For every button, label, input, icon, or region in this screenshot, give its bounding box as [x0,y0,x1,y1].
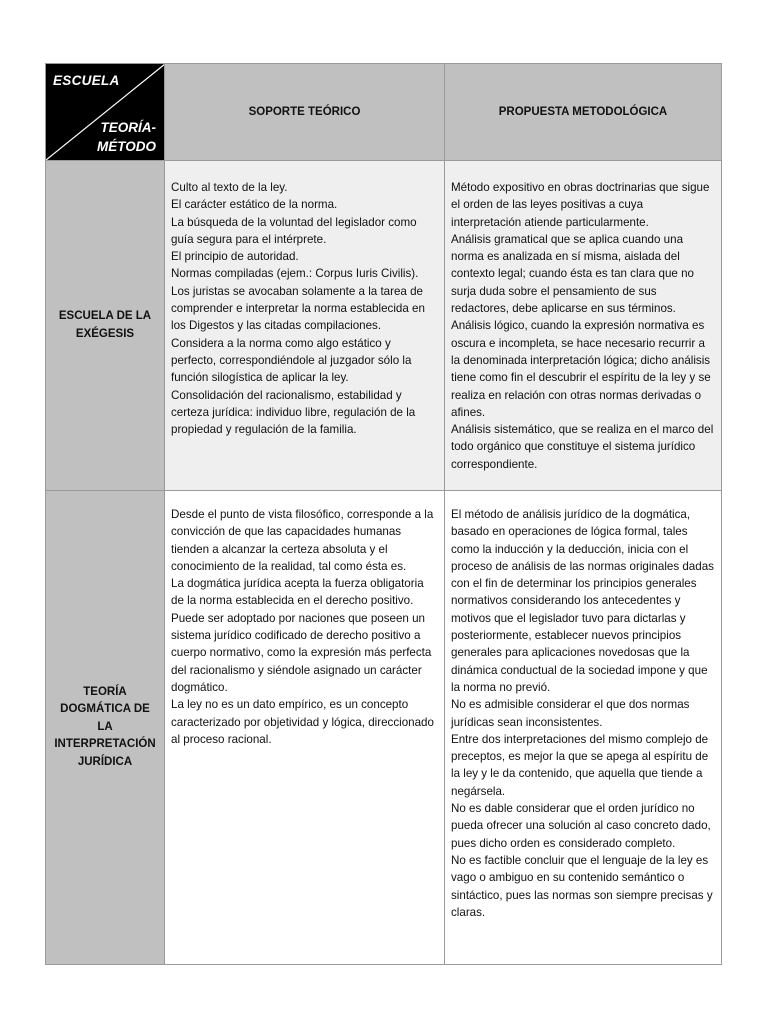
propuesta-cell [445,161,722,490]
text-line: Método expositivo en obras doctrinarias que sigue el orden de las leyes positivas a cuya interpretación atiende particularmente. [451,181,710,229]
column-header-soporte: SOPORTE TEÓRICO [165,64,445,160]
text-line: El carácter estático de la norma. [171,198,338,212]
text-line: Entre dos interpretaciones del mismo complejo de preceptos, es mejor la que se apega al espíritu de la ley y le da contenido, que aquella que tiende a negársela. [451,732,709,798]
table-header-row [45,63,722,161]
table-row [45,161,722,491]
row-label-exegesis: ESCUELA DE LA EXÉGESIS [45,161,165,490]
text-line: Normas compiladas (ejem.: Corpus Iuris Civilis). [171,267,419,281]
corner-label-escuela: ESCUELA [53,73,120,88]
text-line: La ley no es un dato empírico, es un concepto caracterizado por objetividad y lógica, direccionado al proceso racional. [171,698,434,746]
text-line: Puede ser adoptado por naciones que poseen un sistema jurídico codificado de derecho positivo a cuerpo normativo, como la expresión más perfecta del racionalismo y siéndole asignado un carácter dogmático. [171,611,432,694]
text-line: No es admisible considerar el que dos normas jurídicas sean inconsistentes. [451,698,690,729]
text-line: Análisis gramatical que se aplica cuando una norma es analizada en sí misma, aislada del contexto legal; cuando ésta es tan clara que no surja duda sobre el pensamiento de sus redactores, debe aplicarse en sus términos. [451,232,694,316]
corner-header-cell [45,64,165,160]
text-line: La búsqueda de la voluntad del legislador como guía segura para el intérprete. [171,215,417,246]
text-line: Los juristas se avocaban solamente a la tarea de comprender e interpretar la norma establecida en los Digestos y las citadas compilaciones. [171,284,425,333]
corner-label-teoria-metodo [97,118,156,156]
soporte-cell [165,161,445,490]
text-line: La dogmática jurídica acepta la fuerza obligatoria de la norma establecida en el derecho positivo. [171,577,424,608]
soporte-cell [165,491,445,964]
text-line: No es factible concluir que el lenguaje de la ley es vago o ambiguo en su contenido semántico o sintáctico, pues las normas son siempre precisas y claras. [451,853,713,919]
row-label-teoria-dogmatica: TEORÍA DOGMÁTICA DE LA INTERPRETACIÓN JURÍDICA [45,491,165,964]
text-line: Desde el punto de vista filosófico, corresponde a la convicción de que las capacidades humanas tienden a alcanzar la certeza absoluta y el conocimiento de la realidad, tal como ésta es. [171,508,434,573]
column-header-propuesta: PROPUESTA METODOLÓGICA [445,64,722,160]
text-line: Análisis lógico, cuando la expresión normativa es oscura e incompleta, se hace necesario recurrir a la denominada interpretación lógica; dicho análisis tiene como fin el descubrir el espíritu de la ley y se realiza en relación con otras normas derivadas o afines. [451,319,711,419]
text-line: El método de análisis jurídico de la dogmática, basado en operaciones de lógica formal, tales como la inducción y la deducción, inicia con el proceso de análisis de las normas originales dadas con el fin de determinar los principios generales normativos considerando los antecedentes y motivos que el legislador tuvo para dictarlas y posteriormente, establecer nuevos principios generales para aplicaciones novedosas que la dinámica conductual de la sociedad impone y que la norma no previó. [451,508,714,694]
text-line: Considera a la norma como algo estático y perfecto, correspondiéndole al juzgador sólo la función silogística de aplicar la ley. [171,336,412,385]
text-line: Análisis sistemático, que se realiza en el marco del todo orgánico que constituye el sistema jurídico correspondiente. [451,423,714,471]
table-row [45,491,722,965]
corner-label-metodo: MÉTODO [96,139,156,154]
text-line: Consolidación del racionalismo, estabilidad y certeza jurídica: individuo libre, regulación de la propiedad y regulación de la familia. [171,388,416,437]
text-line: El principio de autoridad. [171,250,299,264]
propuesta-cell [445,491,722,964]
text-line: No es dable considerar que el orden jurídico no pueda ofrecer una solución al caso concreto dado, pues dicho orden es considerado completo. [451,802,711,850]
corner-label-teoria: TEORÍA- [100,120,156,135]
comparison-table [45,63,722,965]
text-line: Culto al texto de la ley. [171,181,288,194]
